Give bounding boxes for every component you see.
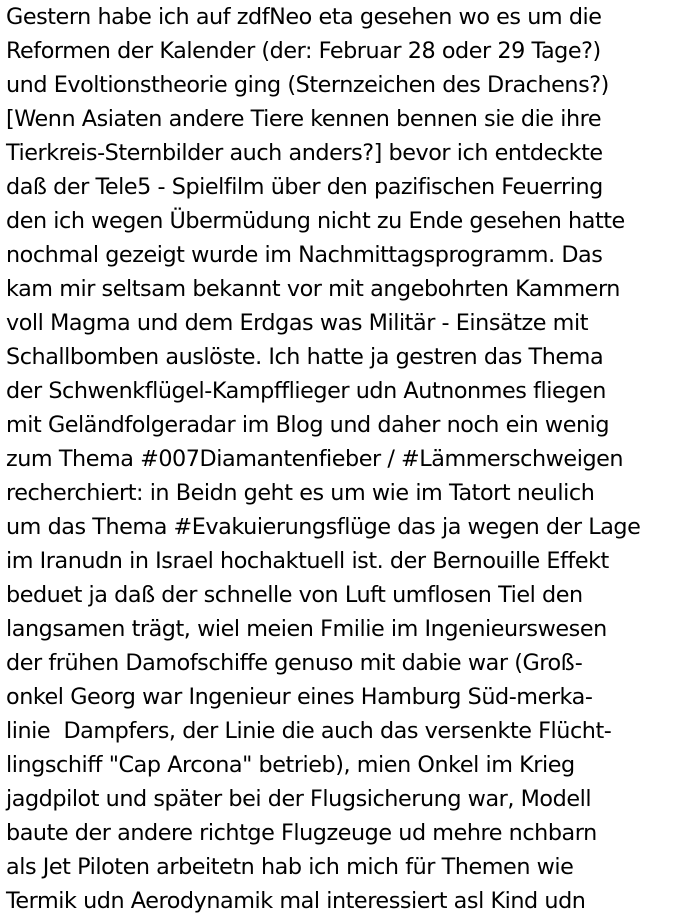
text-line: baute der andere richtge Flugzeuge ud mehre nchbarn [6,820,597,846]
text-line: Termik udn Aerodynamik mal interessiert asl Kind udn [6,888,586,914]
text-line: [Wenn Asiaten andere Tiere kennen bennen sie die ihre [6,106,602,132]
text-line: voll Magma und dem Erdgas was Militär - Einsätze mit [6,310,588,336]
text-line: der Schwenkflügel-Kampfflieger udn Autnonmes fliegen [6,378,606,404]
text-line: jagdpilot und später bei der Flugsicherung war, Modell [6,786,592,812]
text-line: recherchiert: in Beidn geht es um wie im Tatort neulich [6,480,595,506]
text-line: Reformen der Kalender (der: Februar 28 oder 29 Tage?) [6,38,601,64]
text-line: linie Dampfers, der Linie die auch das versenkte Flücht- [6,718,612,744]
text-line: daß der Tele5 - Spielfilm über den pazifischen Feuerring [6,174,603,200]
text-line: der frühen Damofschiffe genuso mit dabie war (Groß- [6,650,583,676]
text-line: um das Thema #Evakuierungsflüge das ja wegen der Lage [6,514,641,540]
text-line: nochmal gezeigt wurde im Nachmittagsprogramm. Das [6,242,603,268]
text-line: kam mir seltsam bekannt vor mit angebohrten Kammern [6,276,620,302]
text-line: im Iranudn in Israel hochaktuell ist. der Bernouille Effekt [6,548,609,574]
text-line: Gestern habe ich auf zdfNeo eta gesehen wo es um die [6,4,602,30]
text-line: Schallbomben auslöste. Ich hatte ja gestren das Thema [6,344,604,370]
text-line: zum Thema #007Diamantenfieber / #Lämmerschweigen [6,446,624,472]
body-text [6,0,682,918]
text-line: mit Geländfolgeradar im Blog und daher noch ein wenig [6,412,610,438]
text-line: und Evoltionstheorie ging (Sternzeichen des Drachens?) [6,72,609,98]
text-line: onkel Georg war Ingenieur eines Hamburg Süd-merka- [6,684,593,710]
text-line: den ich wegen Übermüdung nicht zu Ende gesehen hatte [6,208,625,234]
text-line: Tierkreis-Sternbilder auch anders?] bevor ich entdeckte [6,140,603,166]
text-line: lingschiff "Cap Arcona" betrieb), mien Onkel im Krieg [6,752,575,778]
text-line: als Jet Piloten arbeitetn hab ich mich für Themen wie [6,854,574,880]
text-line: beduet ja daß der schnelle von Luft umflosen Tiel den [6,582,583,608]
text-line: langsamen trägt, wiel meien Fmilie im Ingenieurswesen [6,616,607,642]
